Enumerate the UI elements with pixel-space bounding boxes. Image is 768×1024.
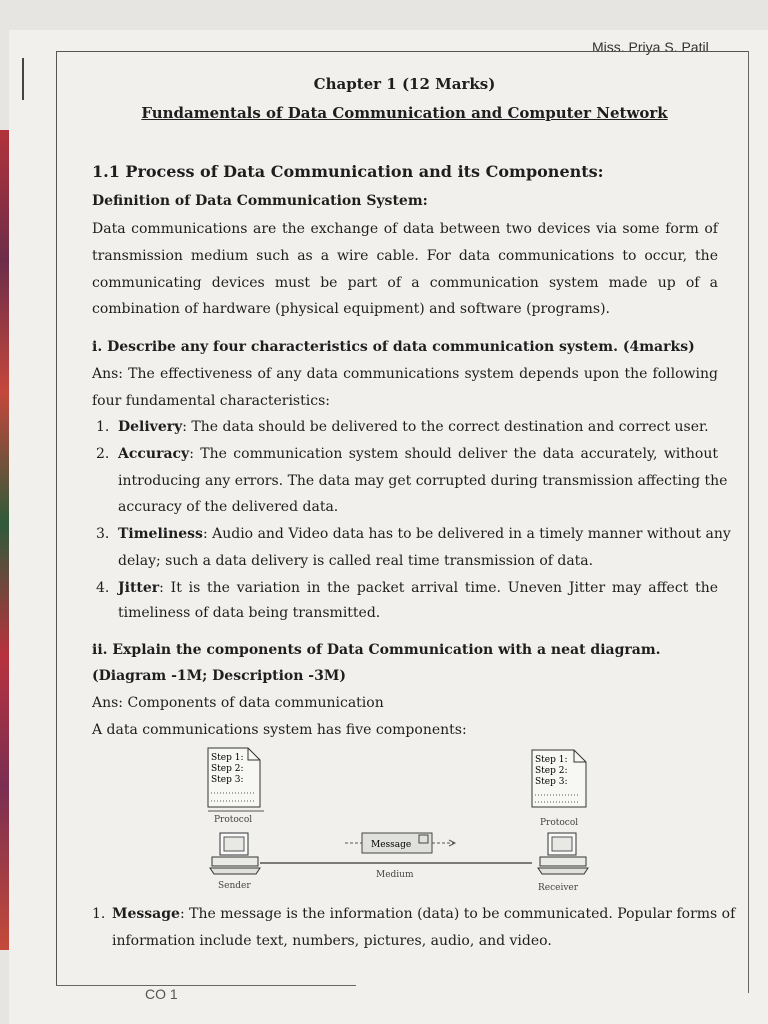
list-item-line: accuracy of the delivered data. [118, 499, 339, 515]
list-number: 3. [96, 526, 110, 542]
list-item-line: introducing any errors. The data may get corrupted during transmission affecting the [118, 473, 728, 489]
answer-line: A data communications system has five components: [92, 722, 467, 738]
list-item-line: information include text, numbers, pictures, audio, and video. [112, 933, 552, 949]
step-label: Step 2: [211, 764, 244, 774]
question-2: ii. Explain the components of Data Communication with a neat diagram. [92, 642, 661, 658]
term: Message [112, 906, 180, 922]
section-heading: 1.1 Process of Data Communication and its Components: [92, 162, 604, 181]
list-item-line: timeliness of data being transmitted. [118, 605, 381, 621]
question-2-marks: (Diagram -1M; Description -3M) [92, 668, 346, 684]
answer-line: Ans: Components of data communication [92, 695, 384, 711]
data-communication-diagram [200, 745, 600, 895]
sender-computer-icon [210, 833, 260, 874]
question-1: i. Describe any four characteristics of data communication system. (4marks) [92, 339, 695, 355]
sender-protocol-document [208, 748, 260, 807]
protocol-label-sender: Protocol [214, 815, 253, 825]
step-label: Step 3: [211, 775, 244, 785]
sender-label: Sender [218, 881, 251, 891]
definition-heading: Definition of Data Communication System: [92, 193, 428, 209]
page-border-left [56, 51, 57, 985]
list-item-timeliness: Timeliness: Audio and Video data has to be delivered in a timely manner without any [118, 526, 731, 542]
list-number: 2. [96, 446, 110, 462]
protocol-label-receiver: Protocol [540, 818, 579, 828]
receiver-computer-icon [538, 833, 588, 874]
definition-line: Data communications are the exchange of data between two devices via some form of [92, 221, 718, 237]
chapter-subtitle: Fundamentals of Data Communication and Computer Network [141, 104, 668, 122]
list-item-jitter: Jitter: It is the variation in the packet arrival time. Uneven Jitter may affect the [118, 580, 718, 596]
list-item-line: delay; such a data delivery is called real time transmission of data. [118, 553, 594, 569]
page-border-bottom [56, 985, 356, 986]
chapter-title: Chapter 1 (12 Marks) [313, 75, 496, 93]
answer-line: Ans: The effectiveness of any data communications system depends upon the following [92, 366, 718, 382]
answer-line: four fundamental characteristics: [92, 393, 330, 409]
step-label: Step 1: [535, 755, 568, 765]
definition-line: communicating devices must be part of a communication system made up of a [92, 275, 718, 291]
page-footer: CO 1 [145, 986, 178, 1002]
term: Accuracy [118, 446, 190, 462]
term: Jitter [118, 580, 160, 596]
step-label: Step 1: [211, 753, 244, 763]
message-label: Message [371, 840, 412, 850]
receiver-label: Receiver [538, 883, 579, 893]
teacher-name: Miss. Priya S. Patil [592, 39, 709, 55]
term: Timeliness [118, 526, 203, 542]
step-label: Step 2: [535, 766, 568, 776]
term: Delivery [118, 419, 183, 435]
medium-label: Medium [376, 870, 414, 880]
page-border-right [748, 51, 749, 993]
list-item-message: Message: The message is the information (data) to be communicated. Popular forms of [112, 906, 736, 922]
list-item-accuracy: Accuracy: The communication system should deliver the data accurately, without [118, 446, 718, 462]
step-label: Step 3: [535, 777, 568, 787]
page-border-top [56, 51, 749, 52]
list-number: 4. [96, 580, 110, 596]
receiver-protocol-document [532, 750, 586, 807]
list-item-delivery: Delivery: The data should be delivered to the correct destination and correct user. [118, 419, 709, 435]
definition-line: combination of hardware (physical equipment) and software (programs). [92, 301, 610, 317]
background-fabric [0, 130, 9, 950]
list-number: 1. [96, 419, 110, 435]
list-number: 1. [92, 906, 106, 922]
definition-line: transmission medium such as a wire cable. For data communications to occur, the [92, 248, 718, 264]
